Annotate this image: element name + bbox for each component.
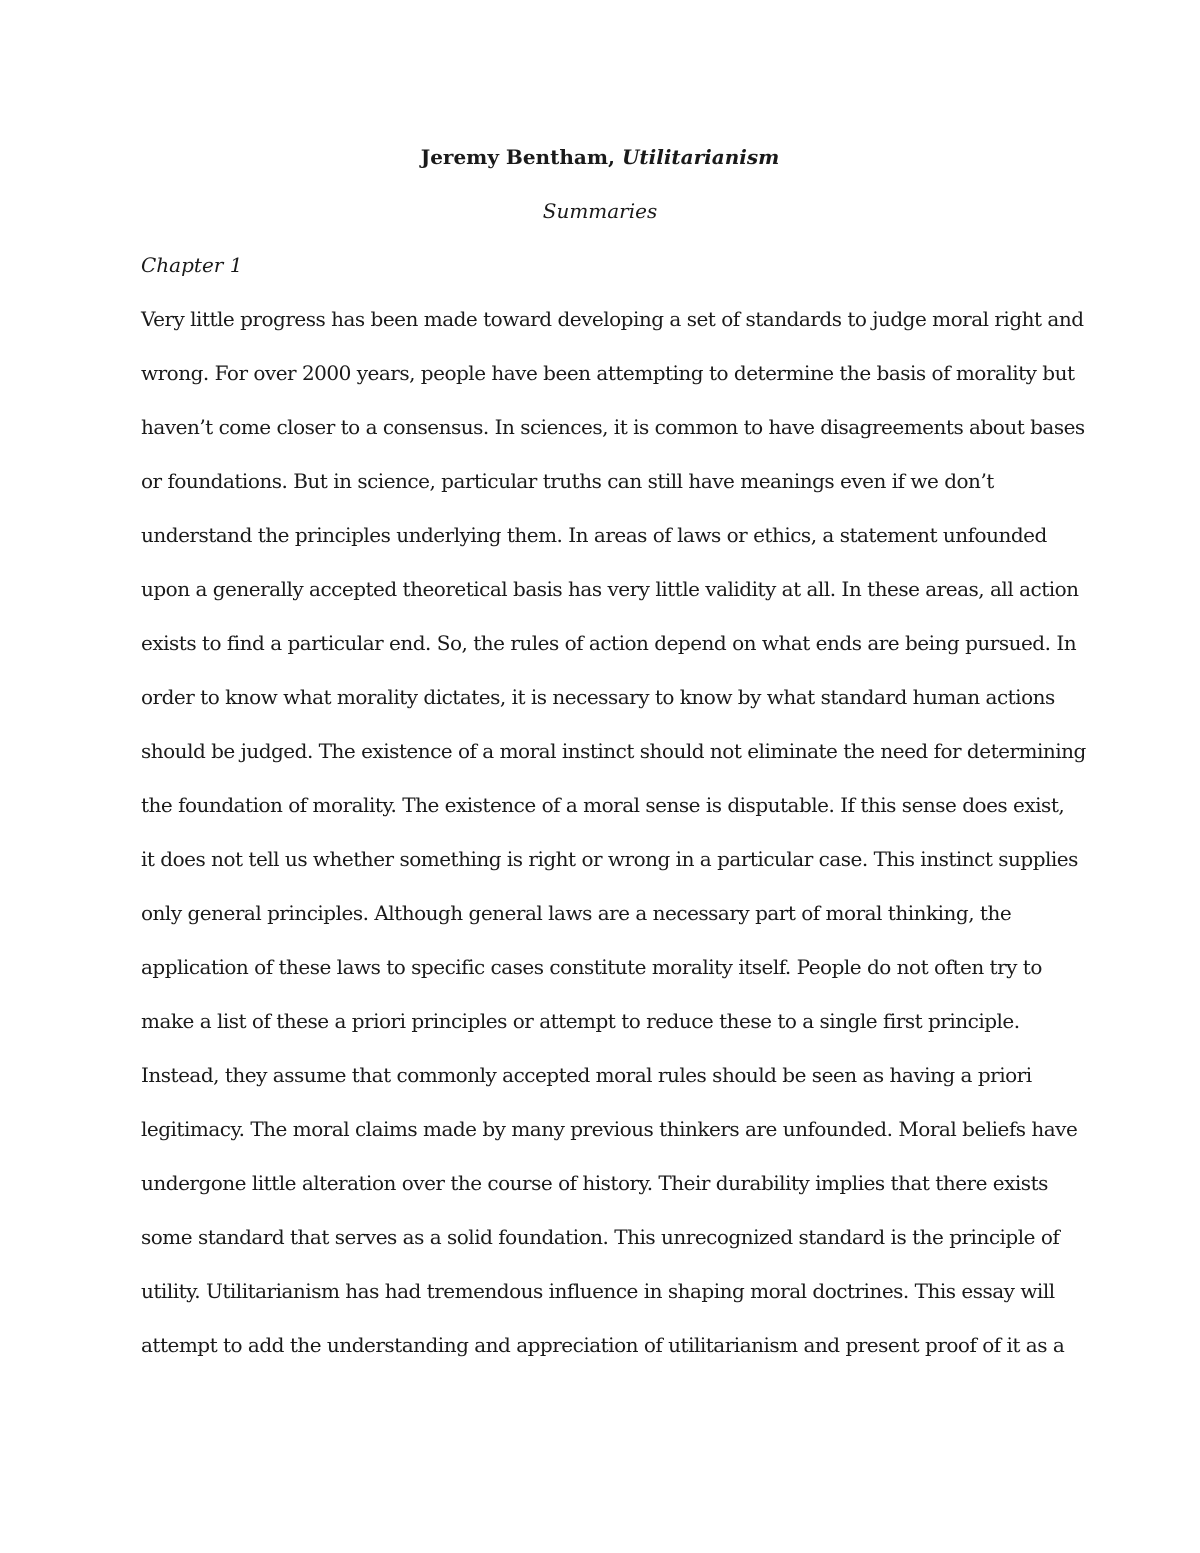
text-line: wrong. For over 2000 years, people have been attempting to determine the basis of morality but [141, 361, 1075, 385]
text-line: undergone little alteration over the course of history. Their durability implies that there exists [141, 1171, 1048, 1195]
text-line: upon a generally accepted theoretical basis has very little validity at all. In these areas, all action [141, 577, 1079, 601]
title-author: Jeremy Bentham, [420, 145, 615, 169]
text-line: or foundations. But in science, particular truths can still have meanings even if we don’t [141, 469, 994, 493]
text-line: attempt to add the understanding and appreciation of utilitarianism and present proof of it as a [141, 1333, 1065, 1357]
body-text [141, 304, 1101, 1384]
text-line: order to know what morality dictates, it is necessary to know by what standard human actions [141, 685, 1055, 709]
title-work: Utilitarianism [621, 145, 780, 169]
text-line: haven’t come closer to a consensus. In sciences, it is common to have disagreements about bases [141, 415, 1085, 439]
text-line: only general principles. Although general laws are a necessary part of moral thinking, the [141, 901, 1012, 925]
text-line: application of these laws to specific cases constitute morality itself. People do not often try to [141, 955, 1042, 979]
text-line: some standard that serves as a solid foundation. This unrecognized standard is the principle of [141, 1225, 1060, 1249]
text-line: exists to find a particular end. So, the rules of action depend on what ends are being pursued. In [141, 631, 1077, 655]
text-line: it does not tell us whether something is right or wrong in a particular case. This instinct supplies [141, 847, 1078, 871]
document-title [0, 142, 1200, 172]
text-line: Instead, they assume that commonly accepted moral rules should be seen as having a priori [141, 1063, 1032, 1087]
document-subtitle: Summaries [542, 199, 658, 223]
text-line: utility. Utilitarianism has had tremendous influence in shaping moral doctrines. This essay will [141, 1279, 1055, 1303]
text-line: should be judged. The existence of a moral instinct should not eliminate the need for determining [141, 739, 1086, 763]
text-line: the foundation of morality. The existence of a moral sense is disputable. If this sense does exist, [141, 793, 1065, 817]
text-line: Very little progress has been made toward developing a set of standards to judge moral right and [141, 307, 1084, 331]
chapter-heading: Chapter 1 [141, 253, 243, 277]
text-line: legitimacy. The moral claims made by many previous thinkers are unfounded. Moral beliefs have [141, 1117, 1078, 1141]
text-line: make a list of these a priori principles or attempt to reduce these to a single first principle. [141, 1009, 1020, 1033]
text-line: understand the principles underlying them. In areas of laws or ethics, a statement unfounded [141, 523, 1047, 547]
